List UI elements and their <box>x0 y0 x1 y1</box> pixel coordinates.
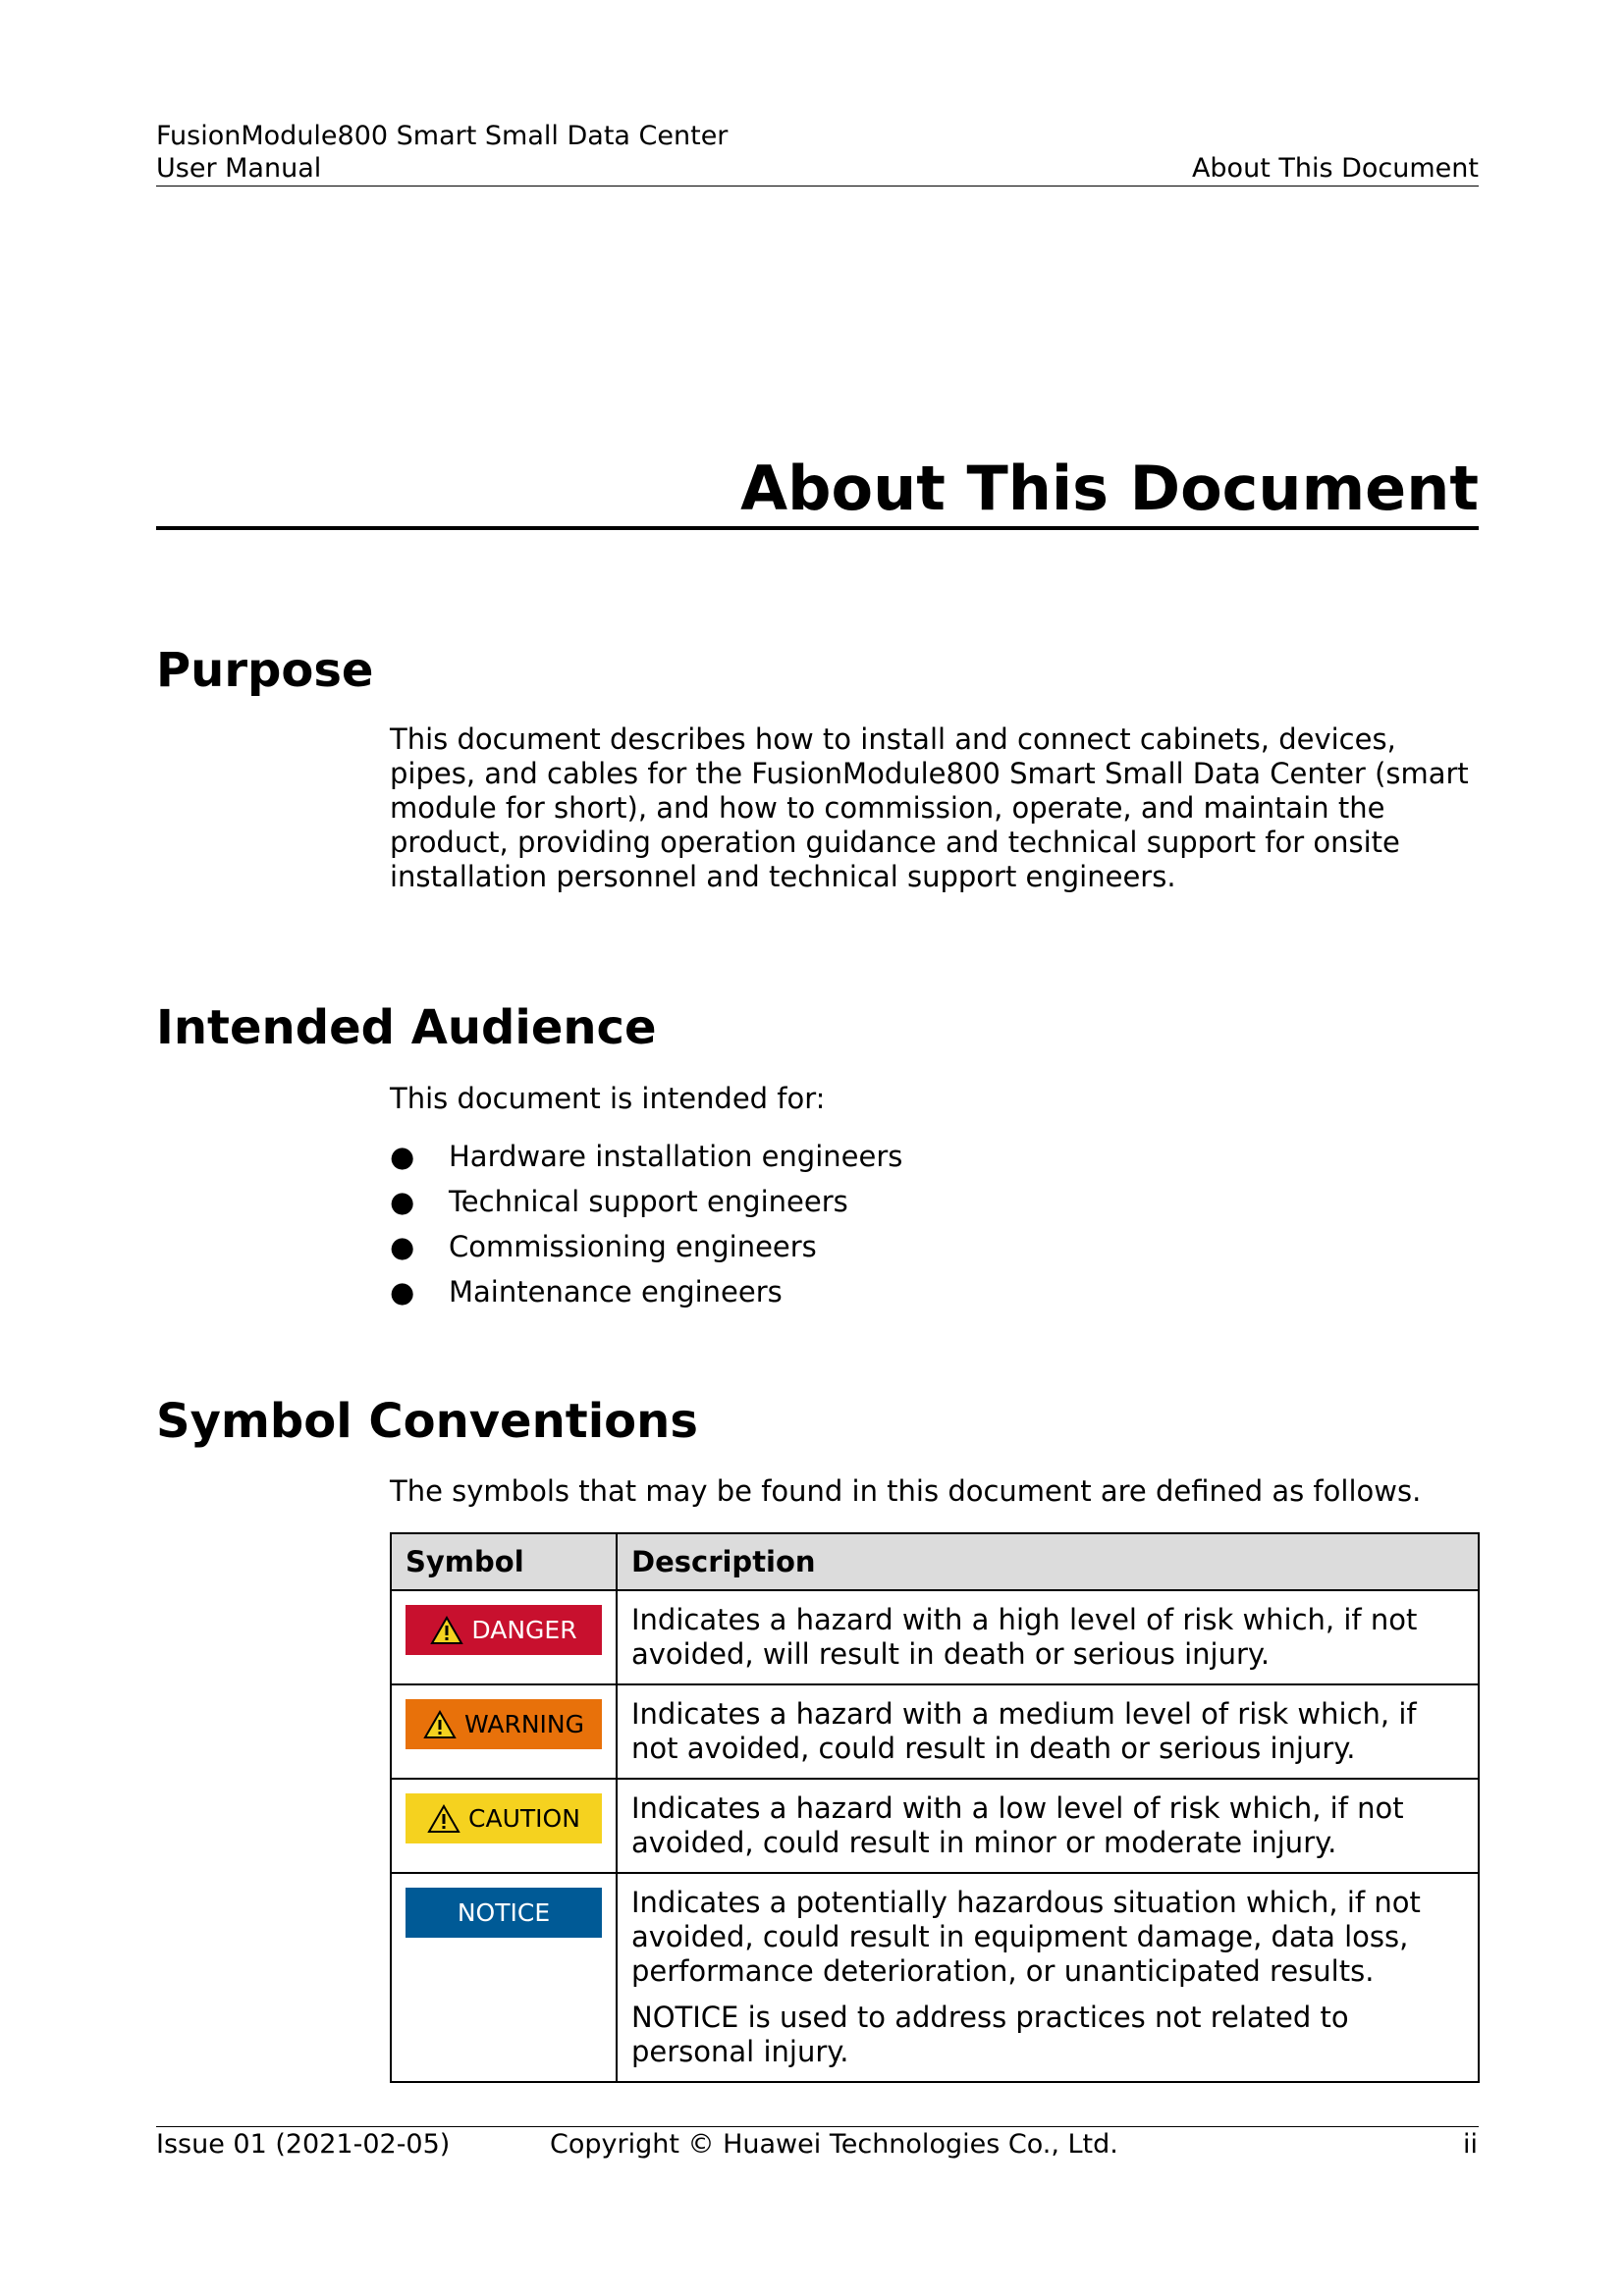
header-doc-type: User Manual <box>156 153 322 184</box>
list-item <box>390 1275 1479 1320</box>
purpose-text: This document describes how to install and connect cabinets, devices, pipes, and cables for the FusionModule800 Smart Small Data Center (smart module for short), and how to commission, operate, and maintain the product, providing operation guidance and technical support for onsite installation personnel and technical support engineers. <box>390 722 1469 893</box>
caution-badge <box>406 1793 602 1843</box>
danger-badge <box>406 1605 602 1655</box>
symbol-cell <box>391 1684 617 1779</box>
header-divider <box>156 186 1479 187</box>
warning-badge <box>406 1699 602 1749</box>
column-header-description: Description <box>617 1533 1479 1590</box>
description-cell <box>617 1779 1479 1873</box>
bullet-icon: ● <box>390 1140 415 1173</box>
notice-label: NOTICE <box>457 1898 551 1927</box>
purpose-heading: Purpose <box>156 643 374 698</box>
table-header-row <box>391 1533 1479 1590</box>
table-row <box>391 1590 1479 1684</box>
symbol-table <box>390 1532 1480 2083</box>
table-row <box>391 1779 1479 1873</box>
symbols-intro: The symbols that may be found in this document are defined as follows. <box>390 1474 1422 1508</box>
bullet-icon: ● <box>390 1230 415 1263</box>
notice-badge <box>406 1888 602 1938</box>
footer-issue: Issue 01 (2021-02-05) <box>156 2129 451 2160</box>
column-header-symbol: Symbol <box>391 1533 617 1590</box>
table-row <box>391 1873 1479 2082</box>
symbol-cell <box>391 1779 617 1873</box>
list-item-text: Maintenance engineers <box>449 1275 783 1308</box>
danger-label: DANGER <box>471 1616 577 1644</box>
chapter-divider <box>156 526 1479 530</box>
header-product-title: FusionModule800 Smart Small Data Center <box>156 121 729 151</box>
footer-page-number: ii <box>1463 2129 1479 2160</box>
header-line <box>156 152 1479 186</box>
audience-heading: Intended Audience <box>156 1000 657 1055</box>
bullet-icon: ● <box>390 1185 415 1218</box>
warning-triangle-icon <box>430 1616 463 1645</box>
list-item <box>390 1230 1479 1275</box>
warning-triangle-icon <box>423 1710 457 1739</box>
symbol-cell <box>391 1873 617 2082</box>
description-cell <box>617 1684 1479 1779</box>
list-item <box>390 1185 1479 1230</box>
footer-copyright: Copyright © Huawei Technologies Co., Ltd. <box>550 2129 1118 2160</box>
description-cell <box>617 1590 1479 1684</box>
caution-label: CAUTION <box>468 1804 580 1833</box>
list-item-text: Technical support engineers <box>449 1185 848 1218</box>
list-item-text: Commissioning engineers <box>449 1230 817 1263</box>
description-text: Indicates a hazard with a high level of risk which, if not avoided, will result in death or serious injury. <box>631 1603 1418 1671</box>
description-text: NOTICE is used to address practices not related to personal injury. <box>631 2001 1349 2068</box>
symbols-heading: Symbol Conventions <box>156 1394 698 1449</box>
audience-intro: This document is intended for: <box>390 1082 826 1115</box>
header-section: About This Document <box>1191 153 1479 184</box>
list-item <box>390 1140 1479 1185</box>
footer-divider <box>156 2126 1479 2127</box>
description-cell <box>617 1873 1479 2082</box>
warning-label: WARNING <box>464 1710 584 1738</box>
warning-triangle-icon <box>427 1804 460 1834</box>
bullet-icon: ● <box>390 1275 415 1308</box>
audience-list <box>390 1140 1479 1320</box>
description-text: Indicates a potentially hazardous situation which, if not avoided, could result in equipment damage, data loss, performance deterioration, or unanticipated results. <box>631 1886 1421 1988</box>
symbol-cell <box>391 1590 617 1684</box>
chapter-title: About This Document <box>740 453 1479 524</box>
table-row <box>391 1684 1479 1779</box>
description-text: Indicates a hazard with a medium level of risk which, if not avoided, could result in death or serious injury. <box>631 1697 1417 1765</box>
list-item-text: Hardware installation engineers <box>449 1140 903 1173</box>
description-text: Indicates a hazard with a low level of risk which, if not avoided, could result in minor or moderate injury. <box>631 1791 1404 1859</box>
